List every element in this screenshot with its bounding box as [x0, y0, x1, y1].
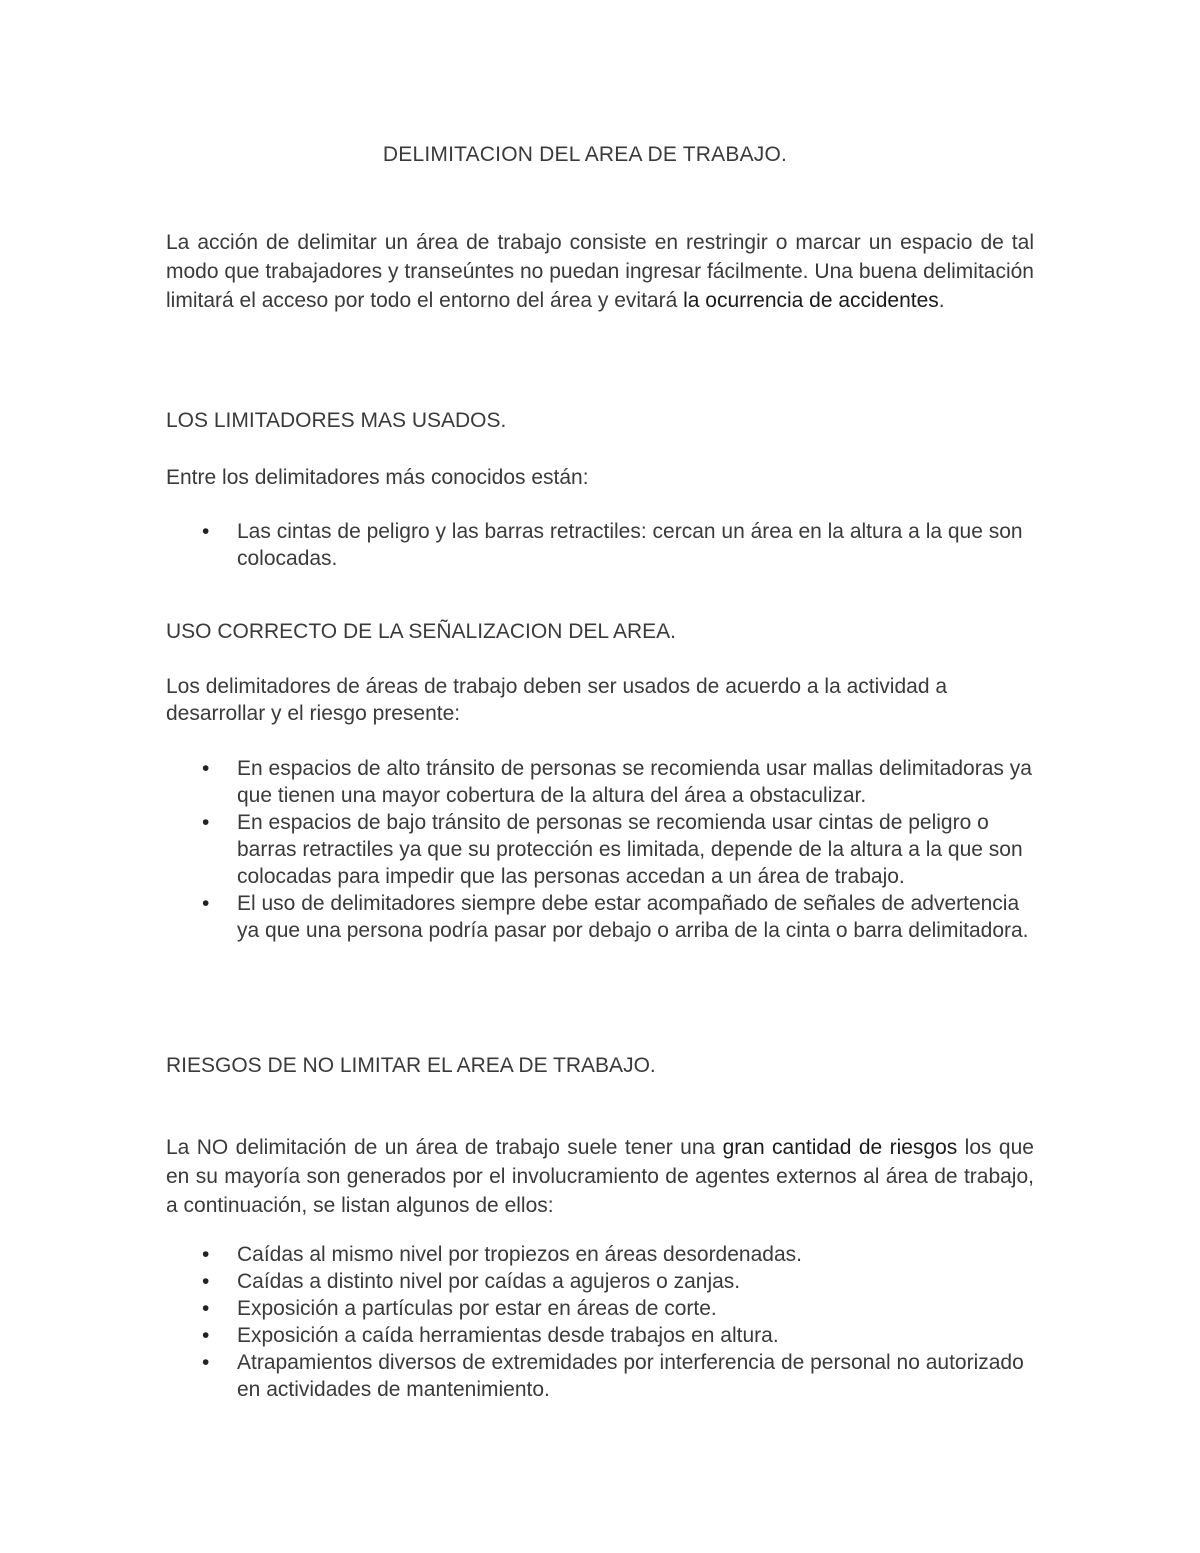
- section-heading-uso-correcto: USO CORRECTO DE LA SEÑALIZACION DEL AREA.: [166, 620, 676, 643]
- intro-highlight: la ocurrencia de accidentes: [683, 289, 939, 312]
- section-heading-limitadores: LOS LIMITADORES MAS USADOS.: [166, 409, 507, 432]
- intro-paragraph: [166, 228, 1034, 315]
- list-item: • Caídas al mismo nivel por tropiezos en áreas desordenadas.: [202, 1243, 802, 1266]
- section1-lead: Entre los delimitadores más conocidos están:: [166, 466, 589, 489]
- list-item: • En espacios de bajo tránsito de personas se recomienda usar cintas de peligro o barras retractiles ya que su protección es limitada, depende de la altura a la que son colocadas para impedir que las personas accedan a un área de trabajo.: [202, 811, 1023, 888]
- section3-lead: [166, 1133, 1034, 1220]
- intro-end: .: [938, 289, 945, 312]
- bullet-icon: •: [202, 1243, 210, 1266]
- section2-list: [166, 755, 1034, 944]
- bullet-icon: •: [202, 757, 210, 780]
- section-heading-riesgos: RIESGOS DE NO LIMITAR EL AREA DE TRABAJO.: [166, 1054, 656, 1077]
- intro-text: La acción de delimitar un área de trabajo consiste en restringir o marcar un espacio de tal modo que trabajadores y transeúntes no puedan ingresar fácilmente. Una buena delimitación limitará el acceso por todo el entorno del área y evitará: [166, 231, 1034, 312]
- bullet-icon: •: [202, 811, 210, 834]
- list-item: • Exposición a caída herramientas desde trabajos en altura.: [202, 1324, 779, 1347]
- bullet-icon: •: [202, 892, 210, 915]
- list-item: • El uso de delimitadores siempre debe estar acompañado de señales de advertencia ya que una persona podría pasar por debajo o arriba de la cinta o barra delimitadora.: [202, 892, 1029, 942]
- section3-lead-text: La NO delimitación de un área de trabajo suele tener una: [166, 1136, 723, 1159]
- section3-lead-end: los que en su mayoría son generados por el involucramiento de agentes externos al área de trabajo, a continuación, se listan algunos de ellos:: [166, 1136, 1034, 1217]
- bullet-icon: •: [202, 1351, 210, 1374]
- list-item: • Atrapamientos diversos de extremidades por interferencia de personal no autorizado en actividades de mantenimiento.: [202, 1351, 1024, 1401]
- bullet-icon: •: [202, 1324, 210, 1347]
- section3-highlight: gran cantidad de riesgos: [722, 1136, 958, 1159]
- section3-list: [166, 1241, 1034, 1403]
- bullet-icon: •: [202, 1270, 210, 1293]
- bullet-icon: •: [202, 1297, 210, 1320]
- list-item: • En espacios de alto tránsito de personas se recomienda usar mallas delimitadoras ya que tienen una mayor cobertura de la altura del área a obstaculizar.: [202, 757, 1032, 807]
- section1-list: [166, 518, 1034, 572]
- bullet-icon: •: [202, 520, 210, 543]
- document-title: DELIMITACION DEL AREA DE TRABAJO.: [382, 143, 788, 166]
- list-item: • Caídas a distinto nivel por caídas a agujeros o zanjas.: [202, 1270, 741, 1293]
- list-item: • Las cintas de peligro y las barras retractiles: cercan un área en la altura a la que son colocadas.: [202, 520, 1023, 570]
- list-item: • Exposición a partículas por estar en áreas de corte.: [202, 1297, 717, 1320]
- section2-lead: Los delimitadores de áreas de trabajo deben ser usados de acuerdo a la actividad a desarrollar y el riesgo presente:: [166, 675, 948, 725]
